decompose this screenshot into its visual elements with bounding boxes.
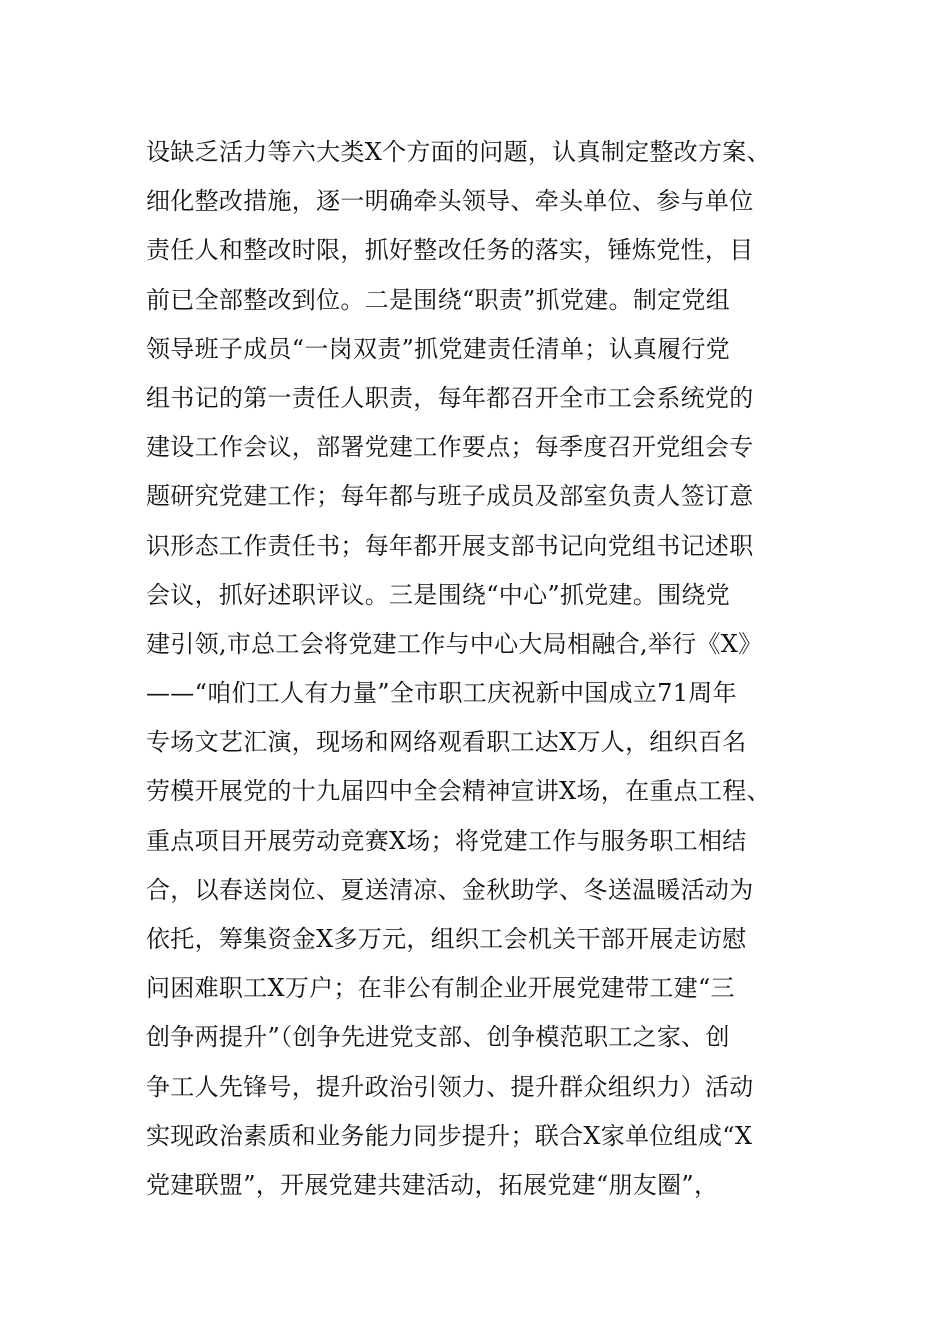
- text-line: 专场文艺汇演，现场和网络观看职工达X万人，组织百名: [146, 728, 747, 757]
- text-line: 责任人和整改时限，抓好整改任务的落实，锤炼党性，目: [146, 236, 754, 265]
- text-line: 细化整改措施，逐一明确牵头领导、牵头单位、参与单位: [146, 187, 754, 216]
- text-line: 建引领,市总工会将党建工作与中心大局相融合,举行《X》: [146, 629, 763, 658]
- body-text: [146, 128, 866, 1210]
- text-line: 题研究党建工作；每年都与班子成员及部室负责人签订意: [146, 482, 754, 511]
- text-line: 识形态工作责任书；每年都开展支部书记向党组书记述职: [146, 531, 754, 560]
- text-line: 建设工作会议，部署党建工作要点；每季度召开党组会专: [146, 433, 754, 462]
- text-line: 合，以春送岗位、夏送清凉、金秋助学、冬送温暖活动为: [146, 875, 754, 904]
- text-line: 争工人先锋号，提升政治引领力、提升群众组织力）活动: [146, 1072, 754, 1101]
- text-line: 实现政治素质和业务能力同步提升；联合X家单位组成“X: [146, 1121, 753, 1150]
- text-line: 领导班子成员“一岗双责”抓党建责任清单；认真履行党: [146, 334, 731, 363]
- text-line: 创争两提升”（创争先进党支部、创争模范职工之家、创: [146, 1023, 730, 1052]
- text-line: 问困难职工X万户；在非公有制企业开展党建带工建“三: [146, 974, 735, 1003]
- text-line: 重点项目开展劳动竞赛X场；将党建工作与服务职工相结: [146, 826, 747, 855]
- text-line: 前已全部整改到位。二是围绕“职责”抓党建。制定党组: [146, 285, 731, 314]
- text-line: 组书记的第一责任人职责，每年都召开全市工会系统党的: [146, 383, 754, 412]
- text-line: 依托，筹集资金X多万元，组织工会机关干部开展走访慰: [146, 925, 747, 953]
- text-line: 会议，抓好述职评议。三是围绕“中心”抓党建。围绕党: [146, 580, 731, 609]
- text-line: 党建联盟”，开展党建共建活动，拓展党建“朋友圈”，: [146, 1170, 719, 1199]
- text-line: ——“咱们工人有力量”全市职工庆祝新中国成立71周年: [146, 679, 737, 708]
- text-line: 设缺乏活力等六大类X个方面的问题，认真制定整改方案、: [146, 138, 771, 166]
- text-line: 劳模开展党的十九届四中全会精神宣讲X场，在重点工程、: [146, 777, 771, 806]
